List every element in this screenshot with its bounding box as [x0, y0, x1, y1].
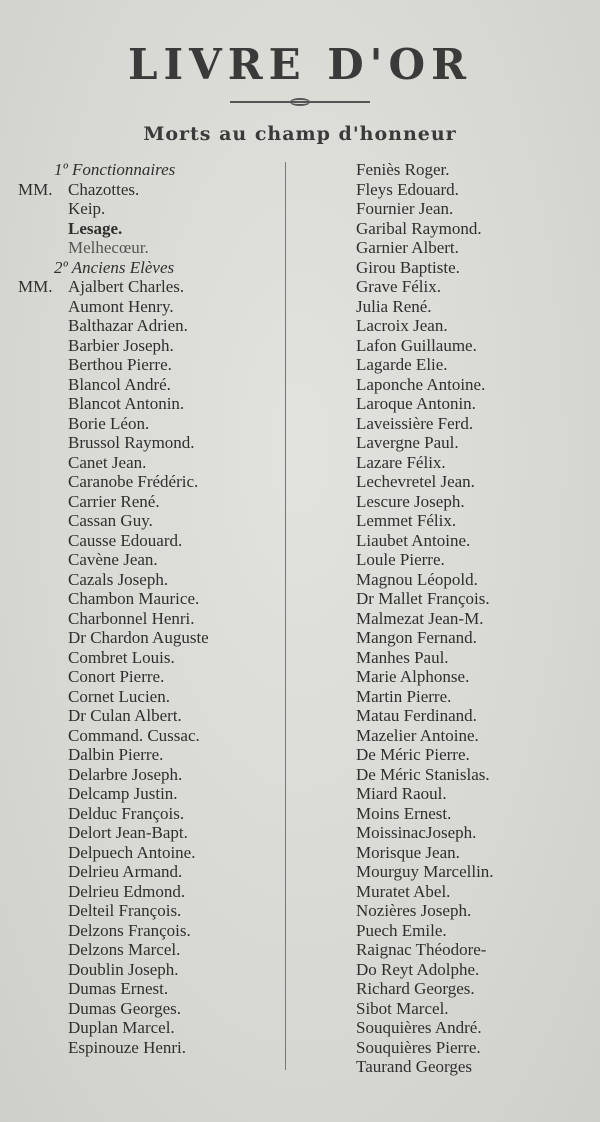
list-item: Laroque Antonin. — [356, 394, 476, 413]
list-item: Caranobe Frédéric. — [68, 472, 199, 491]
list-item: Morisque Jean. — [356, 842, 460, 862]
list-item: Dr Mallet François. — [356, 589, 490, 608]
list-item: Berthou Pierre. — [68, 355, 172, 374]
list-item: Brussol Raymond. — [68, 433, 195, 452]
list-item: Cavène Jean. — [68, 550, 158, 569]
list-item: Lafon Guillaume. — [356, 335, 477, 355]
list-item: Puech Emile. — [356, 920, 447, 940]
list-item: Doublin Joseph. — [68, 959, 179, 979]
list-item: Delrieu Armand. — [68, 862, 183, 881]
list-item: Do Reyt Adolphe. — [356, 959, 480, 979]
list-item: Delort Jean-Bapt. — [68, 823, 188, 842]
list-item: Laveissière Ferd. — [356, 413, 474, 433]
list-item: Fleys Edouard. — [356, 179, 459, 199]
list-item: Mangon Fernand. — [356, 628, 477, 647]
list-item: Muratet Abel. — [356, 881, 451, 901]
list-item: Aumont Henry. — [68, 296, 174, 316]
list-item: Mourguy Marcellin. — [356, 862, 494, 881]
list-item: Magnou Léopold. — [356, 569, 478, 589]
list-item: Cornet Lucien. — [68, 686, 170, 706]
list-item: Delarbre Joseph. — [68, 764, 183, 784]
list-item: Lemmet Félix. — [356, 511, 457, 530]
list-item: Keip. — [68, 199, 106, 218]
list-item — [18, 180, 280, 200]
list-item: Chambon Maurice. — [68, 589, 200, 608]
list-item: Causse Edouard. — [68, 530, 183, 550]
list-item: MoissinacJoseph. — [356, 823, 477, 842]
list-item: Barbier Joseph. — [68, 335, 174, 355]
honorific-prefix: MM. — [18, 277, 53, 296]
list-item: Garnier Albert. — [356, 238, 459, 257]
list-item: Conort Pierre. — [68, 667, 165, 686]
list-item: Feniès Roger. — [356, 160, 450, 179]
list-item: De Méric Stanislas. — [356, 764, 490, 784]
list-item: Delzons François. — [68, 920, 191, 940]
list-item: Souquières Pierre. — [356, 1037, 481, 1057]
list-item: Dumas Ernest. — [68, 979, 169, 998]
list-item: Delpuech Antoine. — [68, 842, 196, 862]
list-item: Souquières André. — [356, 1018, 482, 1037]
list-item — [18, 277, 280, 297]
list-item: Dalbin Pierre. — [68, 745, 164, 764]
list-item: Duplan Marcel. — [68, 1018, 175, 1037]
list-item: Balthazar Adrien. — [68, 316, 188, 335]
list-item: De Méric Pierre. — [356, 745, 470, 764]
list-item: Malmezat Jean-M. — [356, 608, 484, 628]
list-item: Lescure Joseph. — [356, 491, 465, 511]
list-item: Combret Louis. — [68, 647, 175, 667]
list-item: Matau Ferdinand. — [356, 706, 477, 725]
list-item: Lagarde Elie. — [356, 355, 448, 374]
list-item: Taurand Georges — [356, 1057, 473, 1076]
list-item: Delcamp Justin. — [68, 784, 178, 803]
list-item: Delteil François. — [68, 901, 182, 920]
list-item: Command. Cussac. — [68, 725, 200, 745]
list-item: Carrier René. — [68, 491, 160, 511]
page-title: LIVRE D'OR — [127, 40, 473, 89]
section-heading: 1º Fonctionnaires — [54, 160, 176, 179]
list-item: Miard Raoul. — [356, 784, 447, 803]
list-item: Lacroix Jean. — [356, 316, 448, 335]
list-item: Cassan Guy. — [68, 511, 153, 530]
section-heading: 2º Anciens Elèves — [54, 257, 175, 277]
list-item: Delrieu Edmond. — [68, 881, 186, 901]
list-item: Fournier Jean. — [356, 199, 454, 218]
list-item: Charbonnel Henri. — [68, 608, 195, 628]
list-item: Dumas Georges. — [68, 998, 181, 1018]
list-item: Julia René. — [356, 296, 432, 316]
honorific-prefix: MM. — [18, 179, 53, 199]
list-item: Lazare Félix. — [356, 452, 446, 472]
list-item: Laponche Antoine. — [356, 374, 486, 394]
list-item: Garibal Raymond. — [356, 218, 482, 238]
list-item: Marie Alphonse. — [356, 667, 470, 686]
list-item: Cazals Joseph. — [68, 569, 169, 589]
list-item: Lesage. — [68, 218, 123, 238]
list-item: Raignac Théodore- — [356, 940, 487, 959]
list-item: Grave Félix. — [356, 277, 441, 296]
list-item: Sibot Marcel. — [356, 998, 449, 1018]
list-item: Nozières Joseph. — [356, 901, 472, 920]
list-item: Manhes Paul. — [356, 647, 449, 667]
page-subtitle: Morts au champ d'honneur — [143, 123, 457, 145]
person-name: Chazottes. — [68, 179, 140, 199]
list-item: Borie Léon. — [68, 413, 150, 433]
list-item: Martin Pierre. — [356, 686, 452, 706]
list-item: Girou Baptiste. — [356, 257, 460, 277]
list-item: Richard Georges. — [356, 979, 475, 998]
list-item: Lavergne Paul. — [356, 433, 459, 452]
right-name-column — [356, 160, 596, 1077]
column-divider — [285, 162, 286, 1070]
list-item: Moins Ernest. — [356, 803, 452, 823]
list-item: Delzons Marcel. — [68, 940, 181, 959]
list-item: Loule Pierre. — [356, 550, 445, 569]
list-item: Espinouze Henri. — [68, 1037, 187, 1057]
list-item: Lechevretel Jean. — [356, 472, 475, 491]
list-item: Melhecœur. — [68, 238, 149, 257]
left-name-column — [18, 160, 280, 1057]
ornamental-divider — [230, 101, 370, 103]
person-name: Ajalbert Charles. — [68, 277, 185, 296]
list-item: Canet Jean. — [68, 452, 147, 472]
list-item: Blancol André. — [68, 374, 171, 394]
list-item: Dr Chardon Auguste — [68, 628, 209, 647]
list-item: Blancot Antonin. — [68, 394, 185, 413]
list-item: Mazelier Antoine. — [356, 725, 479, 745]
list-item: Delduc François. — [68, 803, 185, 823]
list-item: Dr Culan Albert. — [68, 706, 182, 725]
list-item: Liaubet Antoine. — [356, 530, 471, 550]
